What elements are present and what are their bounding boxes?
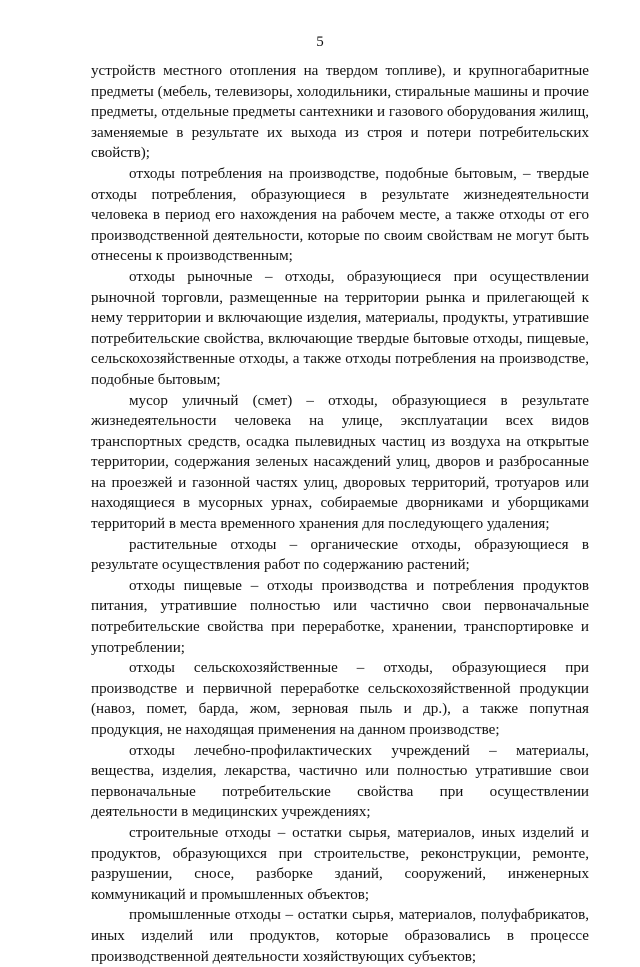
paragraph-market-waste: отходы рыночные – отходы, образующиеся при осуществлении рыночной торговли, размещенные на территории рынка и прилегающей к нему территории и включающие изделия, материалы, продукты, утратившие потребительские свойства, включающие твердые бытовые отходы, пищевые, сельскохозяйственные отходы, а также отходы потребления на производстве, подобные бытовым; bbox=[91, 268, 589, 388]
page-number: 5 bbox=[316, 34, 324, 50]
paragraph-construction-waste: строительные отходы – остатки сырья, материалов, иных изделий и продуктов, образующихся при строительстве, реконструкции, ремонте, разрушении, сносе, разборке зданий, сооружений, инженерных коммуникаций и промышленных объектов; bbox=[91, 824, 589, 903]
document-body bbox=[91, 61, 589, 967]
paragraph-plant-waste: растительные отходы – органические отходы, образующиеся в результате осуществления работ по содержанию растений; bbox=[91, 536, 589, 574]
paragraph-agricultural-waste: отходы сельскохозяйственные – отходы, образующиеся при производстве и первичной переработке сельскохозяйственной продукции (навоз, помет, барда, жом, зерновая пыль и др.), а также попутная продукция, не находящая применения на данном производстве; bbox=[91, 660, 589, 738]
paragraph-continuation-bulky-waste: устройств местного отопления на твердом топливе), и крупногабаритные предметы (мебель, телевизоры, холодильники, стиральные машины и прочие предметы, отдельные предметы сантехники и газового оборудования жилищ, заменяемые в результате их выхода из строя и потери потребительских свойств); bbox=[91, 63, 589, 162]
paragraph-medical-waste: отходы лечебно-профилактических учреждений – материалы, вещества, изделия, лекарства, частично или полностью утратившие свои первоначальные потребительские свойства при осуществлении деятельности в медицинских учреждениях; bbox=[91, 742, 589, 821]
paragraph-food-waste: отходы пищевые – отходы производства и потребления продуктов питания, утратившие полностью или частично свои первоначальные потребительские свойства при переработке, хранении, транспортировке и употреблении; bbox=[91, 577, 589, 656]
paragraph-industrial-waste: промышленные отходы – остатки сырья, материалов, полуфабрикатов, иных изделий или продуктов, которые образовались в процессе производственной деятельности хозяйствующих субъектов; bbox=[91, 907, 589, 965]
paragraph-consumption-waste-at-work: отходы потребления на производстве, подобные бытовым, – твердые отходы потребления, образующиеся в результате жизнедеятельности человека в период его нахождения на рабочем месте, а также отходы от его производственной деятельности, которые по своим свойствам не могут быть отнесены к производственным; bbox=[91, 165, 589, 265]
paragraph-street-litter: мусор уличный (смет) – отходы, образующиеся в результате жизнедеятельности человека на улице, эксплуатации всех видов транспортных средств, осадка пылевидных частиц из воздуха на открытые территории, содержания зеленых насаждений улиц, дворов и разбросанные на проезжей и газонной частях улиц, дворовых территорий, тротуаров или находящиеся в мусорных урнах, собираемые дворниками и уборщиками территорий в места временного хранения для последующего удаления; bbox=[91, 392, 589, 533]
